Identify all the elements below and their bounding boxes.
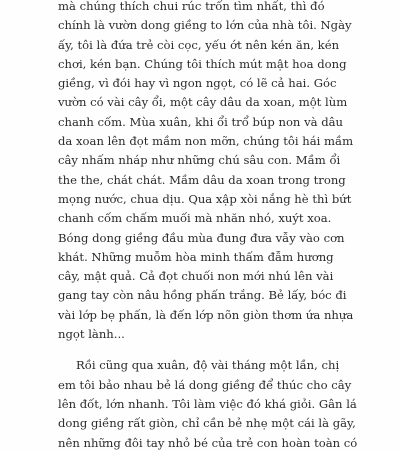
text-line: Bóng dong giềng đầu mùa đung đưa vẫy vào cơn bbox=[58, 230, 345, 245]
text-line: ấy, tôi là đứa trẻ còi cọc, yếu ớt nên kén ăn, kén bbox=[58, 37, 340, 52]
text-line: chơi, kén bạn. Chúng tôi thích mút mật hoa dong bbox=[58, 56, 347, 71]
text-line: mọng nước, chua dịu. Qua xập xòi nắng hè thì bứt bbox=[58, 191, 352, 206]
text-line: khát. Những muỗm hòa minh thấm đẫm hương bbox=[58, 249, 334, 264]
text-line: Rồi cũng qua xuân, độ vài tháng một lần, chị bbox=[76, 358, 340, 373]
text-line: chanh cốm. Mùa xuân, khi ổi trổ búp non và dâu bbox=[58, 114, 344, 129]
page-text bbox=[58, 0, 398, 453]
text-line: vườn có vài cây ổi, một cây dâu da xoan, một lùm bbox=[58, 95, 348, 110]
text-line: lên đốt, lớn nhanh. Tôi làm việc đó khá giỏi. Gân lá bbox=[58, 396, 357, 411]
text-line: em tôi bảo nhau bẻ lá dong giềng để thúc cho cây bbox=[58, 377, 352, 392]
text-line: vài lớp bẹ phấn, là đến lớp nõn giòn thơm ứa nhựa bbox=[58, 307, 354, 322]
text-line: dong giềng rất giòn, chỉ cần bẻ nhẹ một cái là gãy, bbox=[58, 416, 356, 431]
text-line: giềng, vì đói hay vì ngon ngọt, có lẽ cả hai. Góc bbox=[58, 76, 337, 91]
text-line: nên những đôi tay nhỏ bé của trẻ con hoàn toàn có bbox=[58, 435, 358, 450]
text-line: chanh cốm chấm muối mà nhăn nhó, xuýt xoa. bbox=[58, 211, 332, 226]
text-line: the the, chát chát. Mầm dâu da xoan trong trong bbox=[58, 172, 346, 187]
paragraph-1 bbox=[58, 0, 398, 344]
text-line: da xoan lên đọt mầm non mỡn, chúng tôi hái mầm bbox=[58, 134, 354, 149]
paragraph-gap bbox=[58, 344, 398, 356]
text-line: cây nhấm nháp như những chú sâu con. Mầm ổi bbox=[58, 153, 341, 168]
paragraph-2 bbox=[58, 356, 398, 452]
text-line: ngọt lành... bbox=[58, 327, 125, 342]
text-line: mà chúng thích chui rúc trốn tìm nhất, thì đó bbox=[58, 0, 325, 13]
text-line: cây, mật quả. Cả đọt chuối non mới nhú lên vài bbox=[58, 269, 334, 284]
text-line: gang tay còn nâu hồng phấn trắng. Bẻ lấy, bóc đi bbox=[58, 288, 347, 303]
text-line: chính là vườn dong giềng to lớn của nhà tôi. Ngày bbox=[58, 18, 352, 33]
